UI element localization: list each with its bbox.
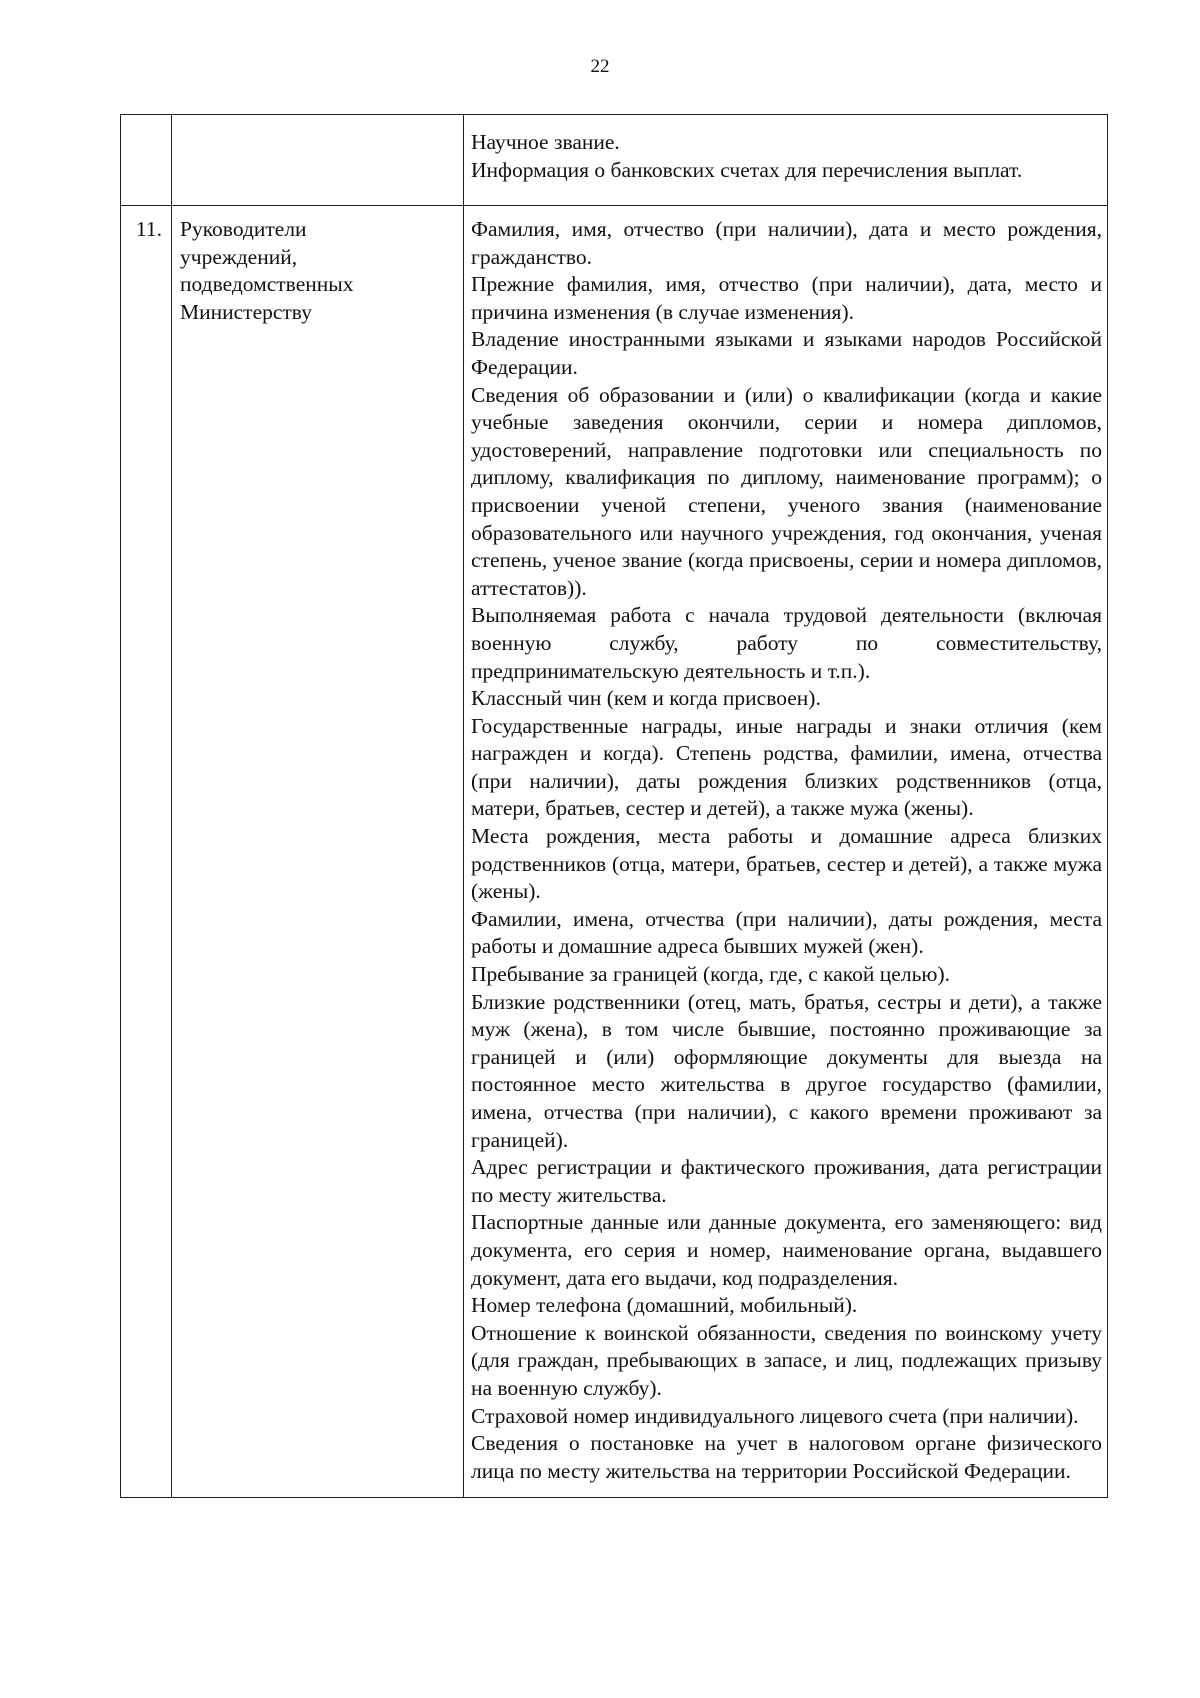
data-paragraph: Государственные награды, иные награды и знаки отличия (кем награжден и когда). Степень родства, фамилии, имена, отчества (при наличии), даты рождения близких родственников (отца, матери, братьев, сестер и детей), а также мужа (жены). [471, 713, 1102, 821]
table-row-continued [121, 115, 1108, 206]
data-list-cell [464, 115, 1108, 206]
page-number: 22 [590, 56, 610, 77]
data-paragraph: Фамилия, имя, отчество (при наличии), дата и место рождения, гражданство. [471, 217, 1102, 269]
data-paragraph: Паспортные данные или данные документа, его заменяющего: вид документа, его серия и номер, наименование органа, выдавшего документ, дата его выдачи, код подразделения. [471, 1210, 1102, 1290]
data-paragraph: Номер телефона (домашний, мобильный). [471, 1293, 858, 1318]
data-paragraph: Сведения о постановке на учет в налоговом органе физического лица по месту жительства на территории Российской Федерации. [471, 1431, 1102, 1483]
category-line: подведомственных [180, 272, 354, 297]
data-paragraph: Выполняемая работа с начала трудовой деятельности (включая военную службу, работу по совместительству, предпринимательскую деятельность и т.п.). [471, 603, 1102, 683]
row-number-cell [121, 115, 172, 206]
category-line: Руководители [180, 217, 307, 241]
data-paragraph: Информация о банковских счетах для перечисления выплат. [471, 157, 1023, 182]
data-paragraph: Близкие родственники (отец, мать, братья, сестры и дети), а также муж (жена), в том числе бывшие, постоянно проживающие за границей и (или) оформляющие документы для выезда на постоянное место жительства в другое государство (фамилии, имена, отчества (при наличии), с какого времени проживают за границей). [471, 989, 1102, 1152]
data-paragraph: Адрес регистрации и фактического проживания, дата регистрации по месту жительства. [471, 1155, 1102, 1207]
table-row-11 [121, 206, 1108, 1498]
category-line: учреждений, [180, 244, 298, 269]
category-cell [172, 115, 464, 206]
category-cell [172, 206, 464, 1498]
data-paragraph: Места рождения, места работы и домашние адреса близких родственников (отца, матери, братьев, сестер и детей), а также мужа (жены). [471, 824, 1102, 904]
data-paragraph: Сведения об образовании и (или) о квалификации (когда и какие учебные заведения окончили, серии и номера дипломов, удостоверений, направление подготовки или специальность по диплому, квалификация по диплому, наименование программ); о присвоении ученой степени, ученого звания (наименование образовательного или научного учреждения, год окончания, ученая степень, ученое звание (когда присвоены, серии и номера дипломов, аттестатов)). [471, 382, 1102, 600]
data-paragraph: Страховой номер индивидуального лицевого счета (при наличии). [471, 1403, 1079, 1428]
data-paragraph: Отношение к воинской обязанности, сведения по воинскому учету (для граждан, пребывающих в запасе, и лиц, подлежащих призыву на военную службу). [471, 1320, 1102, 1400]
data-list-cell [464, 206, 1108, 1498]
personal-data-table [120, 114, 1108, 1498]
row-number-cell: 11. [121, 206, 172, 1498]
data-paragraph: Владение иностранными языками и языками народов Российской Федерации. [471, 327, 1102, 379]
data-paragraph: Пребывание за границей (когда, где, с какой целью). [471, 962, 950, 987]
category-line: Министерству [180, 299, 312, 324]
data-paragraph: Классный чин (кем и когда присвоен). [471, 686, 821, 711]
data-paragraph: Научное звание. [471, 130, 620, 154]
data-paragraph: Фамилии, имена, отчества (при наличии), даты рождения, места работы и домашние адреса бывших мужей (жен). [471, 906, 1102, 959]
data-paragraph: Прежние фамилия, имя, отчество (при наличии), дата, место и причина изменения (в случае изменения). [471, 272, 1102, 324]
